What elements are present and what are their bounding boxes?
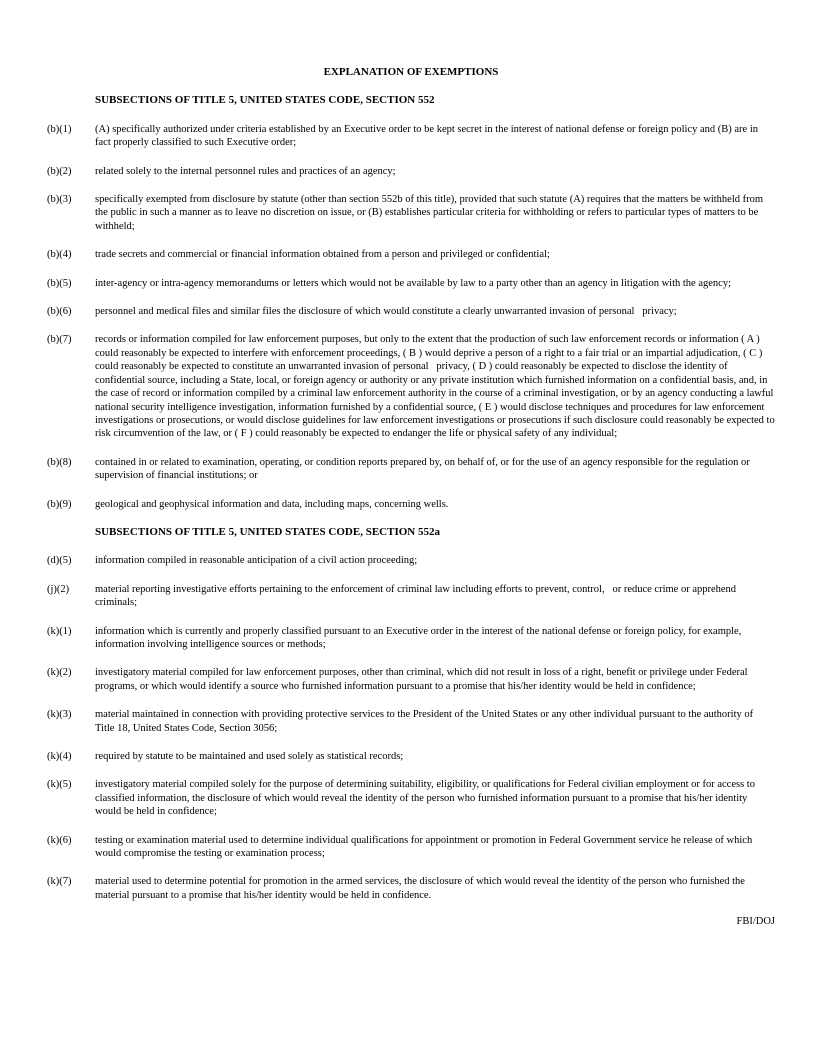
exemption-text: contained in or related to examination, operating, or condition reports prepared by, on behalf of, or for the use of an agency responsible for the regulation or supervision of financial institutions; or: [95, 456, 753, 482]
exemption-code-label: (k)(2): [47, 667, 72, 679]
exemption-code-label: (k)(3): [47, 709, 72, 721]
exemption-text: testing or examination material used to determine individual qualifications for appointment or promotion in Federal Government service he release of which would compromise the testing or examination process;: [95, 834, 755, 860]
exemption-item: [47, 554, 775, 567]
sections-container: [47, 94, 778, 902]
exemption-text: records or information compiled for law enforcement purposes, but only to the extent that the production of such law enforcement records or information ( A ) could reasonably be expected to interfere with enforcement proceedings, ( B ) would deprive a person of a right to a fair trial or an impartial adjudication, ( C ) could reasonably be expected to constitute an unwarranted invasion of personal privacy, ( D ) could reasonably be expected to disclose the identity of confidential source, including a State, local, or foreign agency or authority or any private institution which furnished information on a confidential basis, and, in the case of record or information compiled by a criminal law enforcement authority in the course of a criminal investigation, or by an agency conducting a lawful national security intelligence investigation, information furnished by a confidential source, ( E ) would disclose techniques and procedures for law enforcement investigations or prosecutions, or would disclose guidelines for law enforcement investigations or prosecutions if such disclosure could reasonably be expected to risk circumvention of the law, or ( F ) could reasonably be expected to endanger the life or physical safety of any individual;: [95, 334, 778, 440]
exemption-item: [47, 708, 775, 735]
section-heading: SUBSECTIONS OF TITLE 5, UNITED STATES CODE, SECTION 552a: [95, 525, 440, 538]
exemption-code-label: (b)(8): [47, 456, 72, 468]
exemption-text: (A) specifically authorized under criteria established by an Executive order to be kept secret in the interest of national defense or foreign policy and (B) are in fact properly classified to such Executive order;: [95, 123, 761, 149]
exemption-item: [47, 165, 775, 178]
exemption-text: personnel and medical files and similar files the disclosure of which would constitute a clearly unwarranted invasion of personal privacy;: [95, 306, 677, 318]
exemption-item: [47, 498, 775, 511]
exemption-code-label: (k)(7): [47, 876, 72, 888]
exemption-text: inter-agency or intra-agency memorandums or letters which would not be available by law to a party other than an agency in litigation with the agency;: [95, 277, 731, 289]
footer-agency-label: FBI/DOJ: [736, 916, 775, 928]
exemption-code-label: (b)(3): [47, 194, 72, 206]
exemption-item: [47, 193, 775, 233]
page-title: EXPLANATION OF EXEMPTIONS: [323, 66, 499, 78]
exemption-code-label: (d)(5): [47, 555, 72, 567]
exemption-code-label: (k)(1): [47, 625, 72, 637]
exemption-text: information which is currently and properly classified pursuant to an Executive order in the interest of the national defense or foreign policy, for example, information involving intelligence sources or methods;: [95, 625, 744, 650]
exemption-item: [47, 583, 775, 610]
exemption-item: [47, 625, 775, 652]
exemption-text: geological and geophysical information and data, including maps, concerning wells.: [95, 498, 449, 510]
exemption-item: [47, 666, 775, 693]
exemption-item: [47, 123, 775, 150]
exemption-code-label: (b)(6): [47, 306, 72, 318]
exemption-item: [47, 875, 775, 902]
exemption-code-label: (b)(7): [47, 334, 72, 346]
exemption-text: specifically exempted from disclosure by statute (other than section 552b of this title), provided that such statute (A) requires that the matters be withheld from the public in such a manner as to leave no discretion on issue, or (B) establishes particular criteria for withholding or refers to particular types of matters to be withheld;: [95, 194, 766, 232]
exemption-text: investigatory material compiled solely for the purpose of determining suitability, eligibility, or qualifications for Federal civilian employment or for access to classified information, the disclosure of which would reveal the identity of the person who furnished information pursuant to a promise that his/her identity would be held in confidence;: [95, 779, 758, 818]
section-heading: SUBSECTIONS OF TITLE 5, UNITED STATES CODE, SECTION 552: [95, 94, 435, 107]
exemption-code-label: (k)(4): [47, 751, 72, 762]
exemption-text: material reporting investigative efforts pertaining to the enforcement of criminal law including efforts to prevent, control, or reduce crime or apprehend criminals;: [95, 583, 739, 609]
exemption-code-label: (b)(1): [47, 123, 72, 135]
exemption-item: [47, 834, 775, 861]
exemption-code-label: (k)(5): [47, 779, 72, 791]
exemption-item: [47, 750, 775, 763]
exemption-code-label: (b)(4): [47, 249, 72, 261]
exemption-item: [47, 305, 775, 318]
exemption-code-label: (b)(2): [47, 165, 72, 177]
exemption-code-label: (b)(5): [47, 277, 72, 289]
exemption-text: material maintained in connection with providing protective services to the President of the United States or any other individual pursuant to the authority of Title 18, United States Code, Section 3056;: [95, 709, 756, 734]
exemption-text: information compiled in reasonable anticipation of a civil action proceeding;: [95, 555, 418, 567]
exemption-item: [47, 456, 775, 483]
exemption-text: material used to determine potential for promotion in the armed services, the disclosure of which would reveal the identity of the person who furnished the material pursuant to a promise that his/her identity would be held in confidence.: [95, 876, 748, 901]
exemption-item: [47, 248, 775, 261]
exemption-code-label: (k)(6): [47, 834, 72, 846]
exemption-item: [47, 778, 775, 818]
exemption-code-label: (j)(2): [47, 583, 70, 595]
exemption-text: related solely to the internal personnel rules and practices of an agency;: [95, 165, 396, 177]
exemption-text: required by statute to be maintained and used solely as statistical records;: [95, 751, 404, 762]
exemption-item: [47, 333, 778, 440]
exemption-code-label: (b)(9): [47, 498, 72, 510]
exemption-text: trade secrets and commercial or financial information obtained from a person and privileged or confidential;: [95, 249, 550, 261]
exemption-text: investigatory material compiled for law enforcement purposes, other than criminal, which did not result in loss of a right, benefit or privilege under Federal programs, or which would identify a source who furnished information pursuant to a promise that his/her identity would be held in confidence;: [95, 667, 751, 692]
exemption-item: [47, 277, 775, 290]
